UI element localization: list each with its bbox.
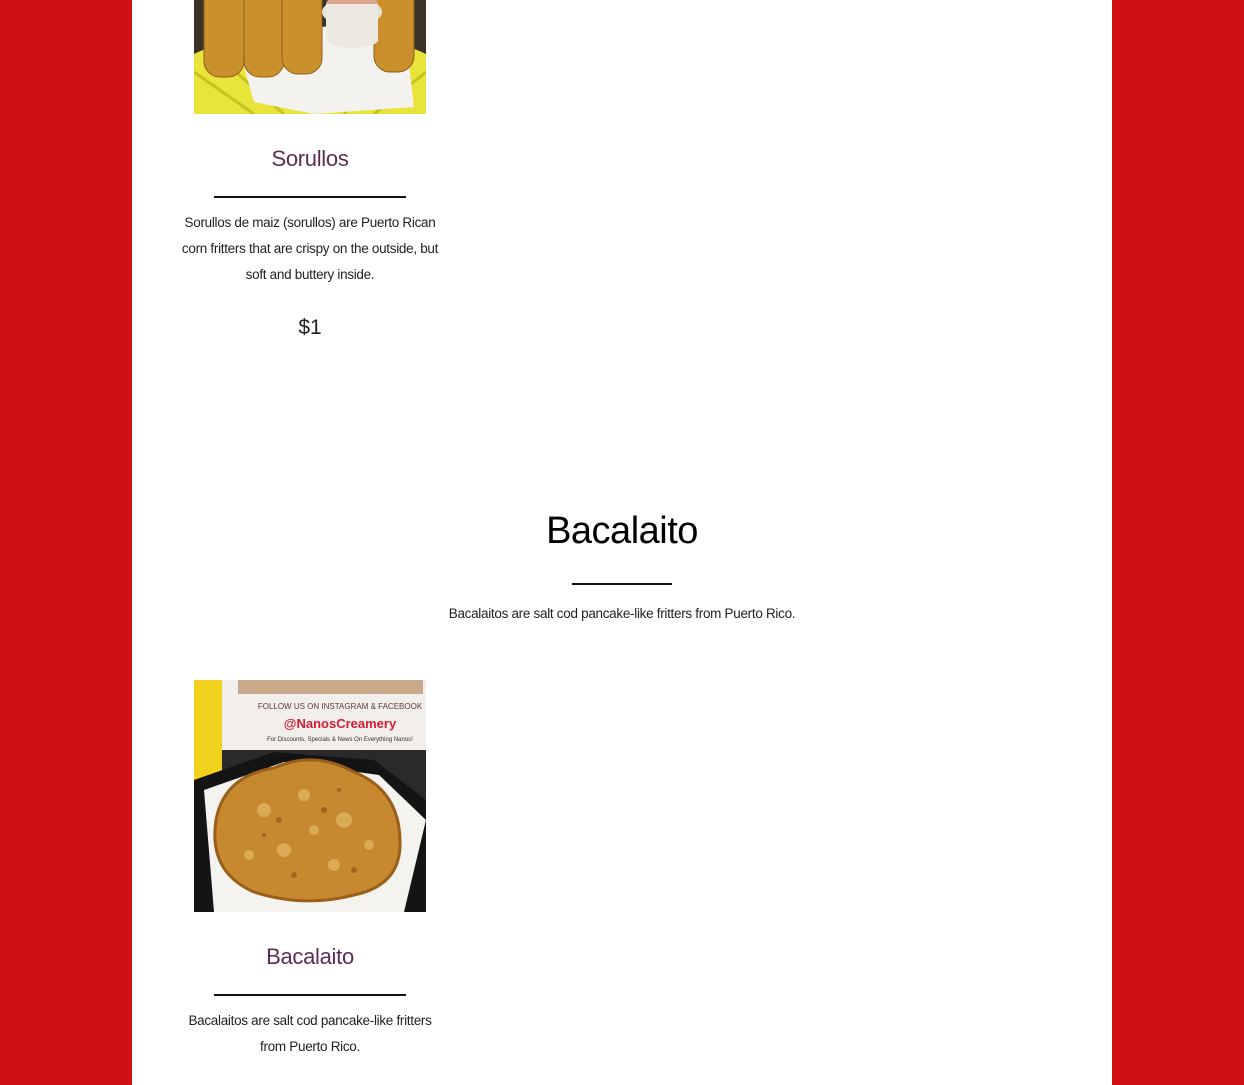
item-description-sorullos: Sorullos de maiz (sorullos) are Puerto Rican corn fritters that are crispy on the outside, but soft and buttery inside. [181,215,439,282]
section-description: Bacalaitos are salt cod pancake-like fritters from Puerto Rico. [448,606,796,621]
bacalaito-photo [194,680,426,912]
item-title-bacalaito: Bacalaito [266,944,354,969]
menu-content-area [132,0,1112,1085]
item-divider [214,196,406,198]
sorullos-photo [194,0,426,114]
item-price-sorullos: $1 [298,316,322,339]
section-divider [572,583,672,585]
bacalaito-photo-image [194,680,426,912]
sign-line-1: FOLLOW US ON INSTAGRAM & FACEBOOK [257,702,423,711]
section-title: Bacalaito [546,510,698,552]
sorullos-photo-image [194,0,426,114]
sign-line-3: For Discounts, Specials & News On Everything Nanos! [267,737,413,743]
item-title-sorullos: Sorullos [271,146,349,171]
sign-line-2: @NanosCreamery [283,716,397,731]
item-description-bacalaito: Bacalaitos are salt cod pancake-like fritters from Puerto Rico. [188,1013,432,1054]
item-divider [214,994,406,996]
